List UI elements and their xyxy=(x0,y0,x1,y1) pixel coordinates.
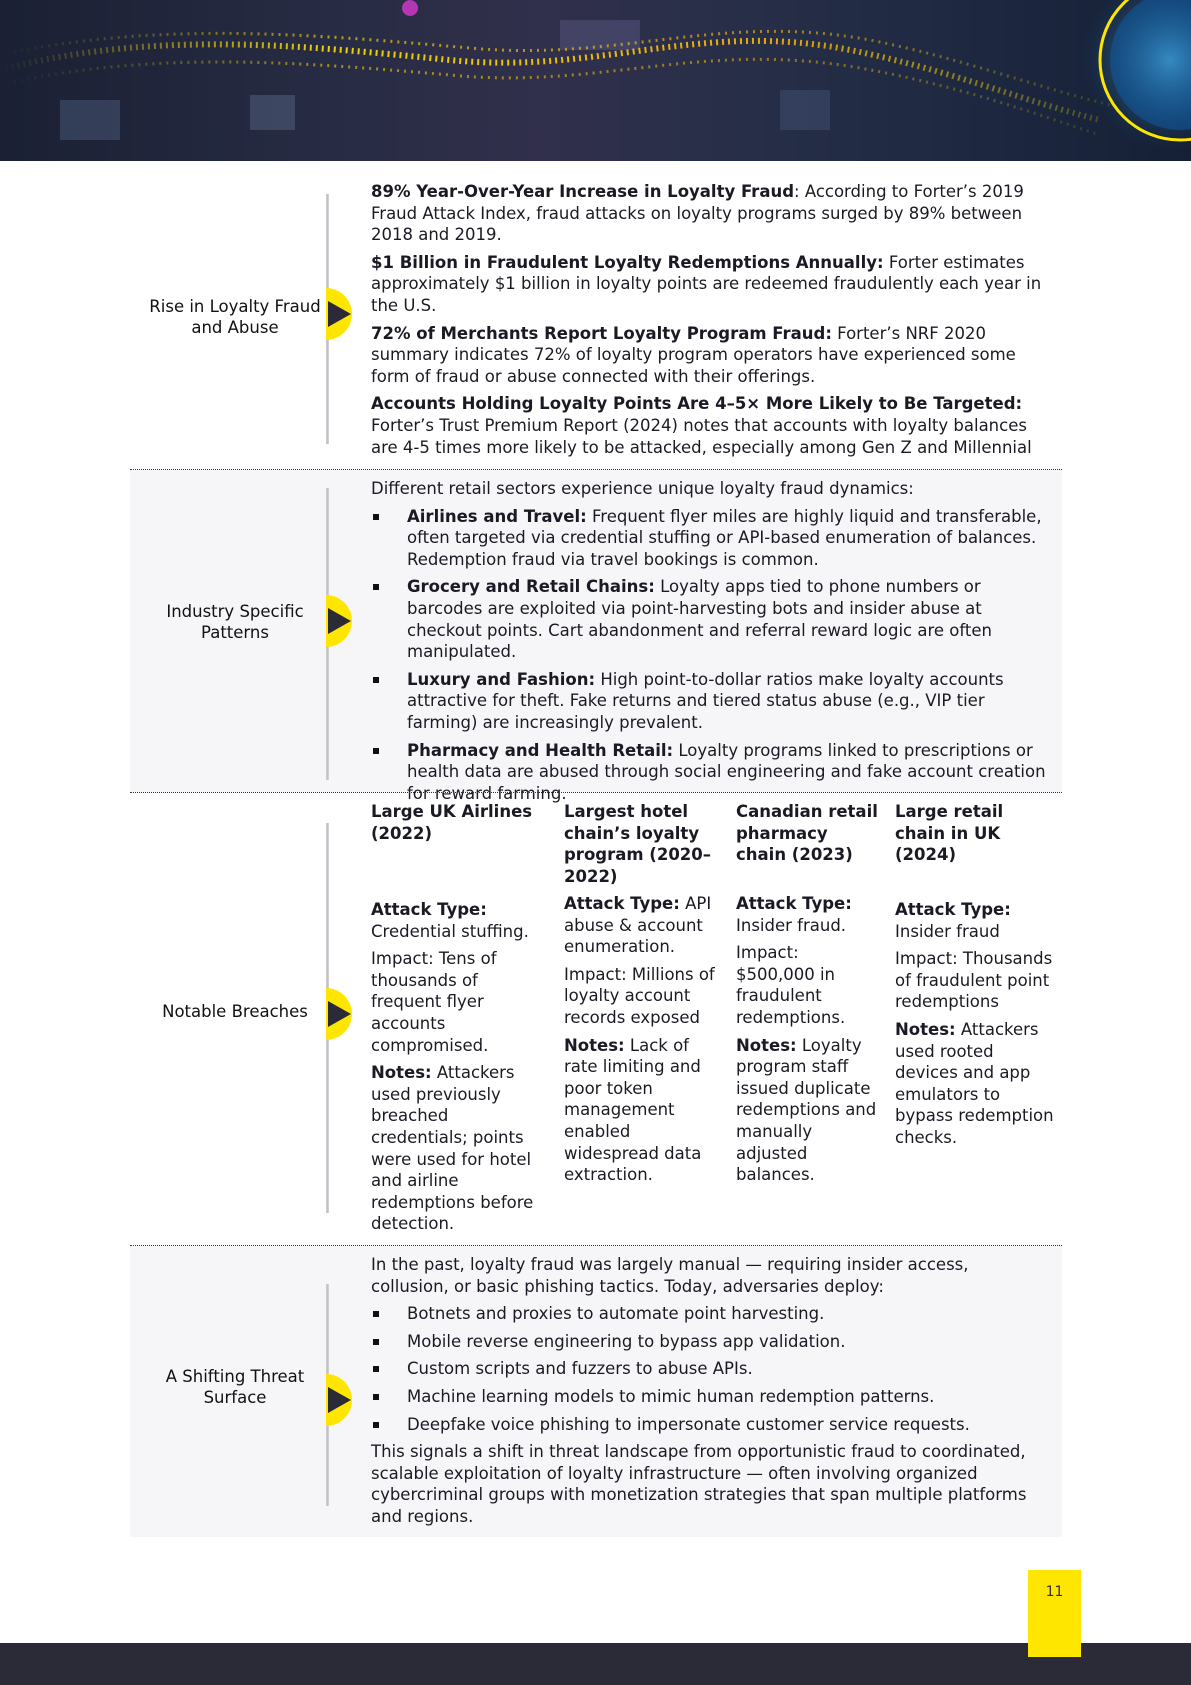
intro-text: In the past, loyalty fraud was largely manual — requiring insider access, collusion, or basic phishing tactics. Today, adversaries deploy: xyxy=(371,1255,969,1296)
breach-card xyxy=(895,801,1055,1155)
header-banner-image xyxy=(0,0,1191,161)
breach-heading: Large retail chain in UK (2024) xyxy=(895,802,1004,865)
list-item: Grocery and Retail Chains: Loyalty apps tied to phone numbers or barcodes are exploited via point-harvesting bots and insider abuse at checkout points. Cart abandonment and referral reward logic are often manipulated. xyxy=(371,576,1051,662)
attack-type: Attack Type: API abuse & account enumeration. xyxy=(564,894,712,957)
impact: Impact: $500,000 in fraudulent redemptions. xyxy=(736,943,846,1027)
notes: Notes: Loyalty program staff issued duplicate redemptions and manually adjusted balances. xyxy=(736,1035,877,1185)
list-item: Luxury and Fashion: High point-to-dollar ratios make loyalty accounts attractive for theft. Fake returns and tiered status abuse (e.g., VIP tier farming) are increasingly prevalent. xyxy=(371,669,1051,734)
arrow-marker-icon xyxy=(326,288,360,340)
footer-bar xyxy=(0,1643,1191,1685)
breach-card xyxy=(736,801,881,1192)
breach-card xyxy=(564,801,716,1192)
stat-item: 89% Year-Over-Year Increase in Loyalty Fraud: According to Forter’s 2019 Fraud Attack Index, fraud attacks on loyalty programs surged by 89% between 2018 and 2019. xyxy=(371,182,1024,245)
bullet-list xyxy=(371,1303,1051,1435)
attack-type: Attack Type: Credential stuffing. xyxy=(371,900,529,941)
breach-heading: Canadian retail pharmacy chain (2023) xyxy=(736,802,878,865)
breach-card xyxy=(371,801,541,1241)
impact: Impact: Thousands of fraudulent point redemptions xyxy=(895,949,1053,1012)
list-item: Deepfake voice phishing to impersonate customer service requests. xyxy=(371,1414,1051,1436)
arrow-marker-icon xyxy=(326,1374,360,1426)
section-industry-specific-patterns xyxy=(130,470,1062,803)
page-number: 11 xyxy=(1045,1584,1064,1600)
impact: Impact: Tens of thousands of frequent flyer accounts compromised. xyxy=(371,949,497,1055)
section-content xyxy=(371,478,1051,810)
banner-graphic xyxy=(0,0,1191,161)
list-item: Machine learning models to mimic human redemption patterns. xyxy=(371,1386,1051,1408)
breaches-columns xyxy=(371,801,1054,1241)
arrow-marker-icon xyxy=(326,988,360,1040)
attack-type: Attack Type: Insider fraud xyxy=(895,900,1011,941)
section-rise-in-loyalty-fraud xyxy=(130,161,1062,469)
section-label: A Shifting Threat Surface xyxy=(165,1367,305,1407)
stat-item: Accounts Holding Loyalty Points Are 4–5× More Likely to Be Targeted: Forter’s Trust Premium Report (2024) notes that accounts with loyalty balances are 4-5 times more likely to be attacked, especially among Gen Z and Millennial xyxy=(371,394,1032,457)
stat-item: $1 Billion in Fraudulent Loyalty Redemptions Annually: Forter estimates approximately $1 billion in loyalty points are redeemed fraudulently each year in the U.S. xyxy=(371,252,1042,315)
notes: Notes: Lack of rate limiting and poor token management enabled widespread data extraction. xyxy=(564,1035,702,1185)
section-label: Industry Specific Patterns xyxy=(166,602,304,642)
section-label: Notable Breaches xyxy=(162,1002,308,1021)
list-item: Botnets and proxies to automate point harvesting. xyxy=(371,1303,1051,1325)
notes: Notes: Attackers used rooted devices and app emulators to bypass redemption checks. xyxy=(895,1019,1054,1147)
breach-heading: Large UK Airlines (2022) xyxy=(371,802,533,843)
section-notable-breaches xyxy=(130,793,1062,1245)
stat-item: 72% of Merchants Report Loyalty Program Fraud: Forter’s NRF 2020 summary indicates 72% of loyalty program operators have experienced some form of fraud or abuse connected with their offerings. xyxy=(371,323,1016,386)
section-content xyxy=(371,1254,1051,1534)
bullet-list xyxy=(371,506,1051,805)
notes: Notes: Attackers used previously breached credentials; points were used for hotel and airline redemptions before detection. xyxy=(371,1063,534,1234)
attack-type: Attack Type: Insider fraud. xyxy=(736,894,852,935)
list-item: Airlines and Travel: Frequent flyer miles are highly liquid and transferable, often targeted via credential stuffing or API-based enumeration of balances. Redemption fraud via travel bookings is common. xyxy=(371,506,1051,571)
arrow-marker-icon xyxy=(326,595,360,647)
breach-heading: Largest hotel chain’s loyalty program (2020–2022) xyxy=(564,802,712,886)
list-item: Pharmacy and Health Retail: Loyalty programs linked to prescriptions or health data are abused through social engineering and fake account creation for reward farming. xyxy=(371,740,1051,805)
outro-text: This signals a shift in threat landscape from opportunistic fraud to coordinated, scalable exploitation of loyalty infrastructure — often involving organized cybercriminal groups with monetization strategies that span multiple platforms and regions. xyxy=(371,1442,1027,1526)
section-content xyxy=(371,181,1051,464)
list-item: Mobile reverse engineering to bypass app validation. xyxy=(371,1331,1051,1353)
page-number-badge xyxy=(1028,1570,1081,1657)
impact: Impact: Millions of loyalty account records exposed xyxy=(564,964,715,1027)
list-item: Custom scripts and fuzzers to abuse APIs. xyxy=(371,1358,1051,1380)
section-shifting-threat-surface xyxy=(130,1246,1062,1537)
section-label: Rise in Loyalty Fraud and Abuse xyxy=(149,297,321,337)
intro-text: Different retail sectors experience unique loyalty fraud dynamics: xyxy=(371,479,914,498)
